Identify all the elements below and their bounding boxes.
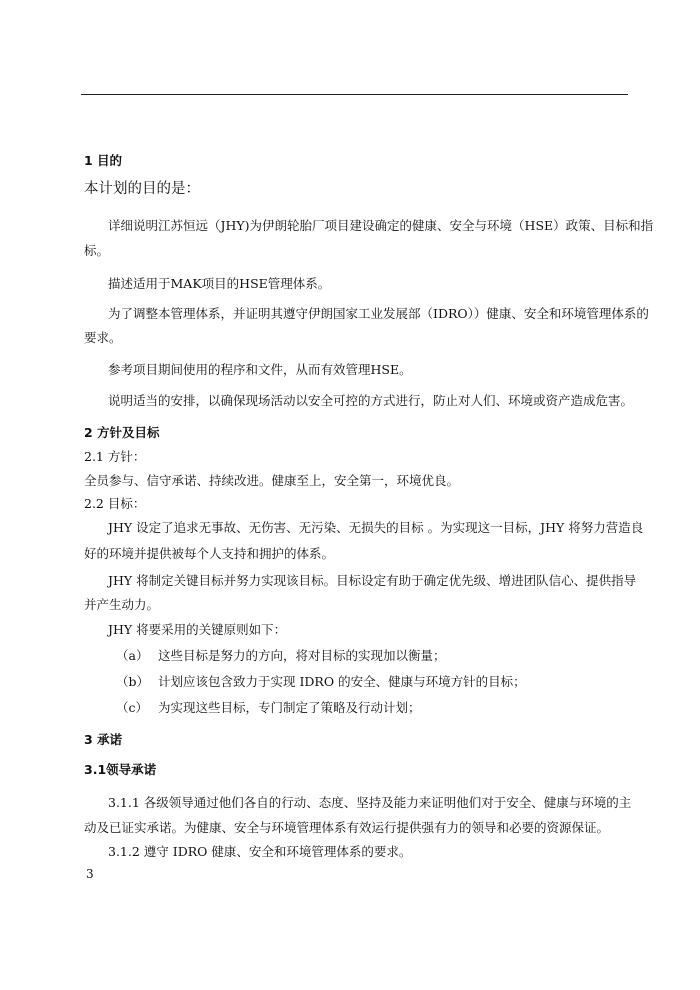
item-a-label: （a） — [116, 648, 149, 663]
item-c-text: 为实现这些目标，专门制定了策略及行动计划； — [158, 700, 421, 715]
goal-p2-line2: 并产生动力。 — [84, 597, 160, 612]
policy-label: 2.1 方针： — [84, 449, 146, 464]
commit-p1-line2: 动及已证实承诺。为健康、安全与环境管理体系有效运行提供强有力的领导和必要的资源保证。 — [84, 820, 610, 835]
section3-subheading: 3.1领导承诺 — [84, 762, 157, 777]
header-rule — [81, 94, 628, 95]
section1-p1-line2: 标。 — [84, 243, 110, 258]
page-number: 3 — [86, 867, 94, 881]
section1-p5: 说明适当的安排，以确保现场活动以安全可控的方式进行，防止对人们、环境或资产造成危害。 — [108, 393, 634, 408]
goal-p2-line1: JHY 将制定关键目标并努力实现该目标。目标设定有助于确定优先级、增进团队信心、提供指导 — [108, 573, 637, 588]
section2-heading: 2 方针及目标 — [84, 425, 160, 440]
goal-p1-line2: 好的环境并提供被每个人支持和拥护的体系。 — [84, 546, 335, 561]
section1-p4: 参考项目期间使用的程序和文件，从而有效管理HSE。 — [108, 362, 412, 377]
section1-p1-line1: 详细说明江苏恒远（JHY)为伊朗轮胎厂项目建设确定的健康、安全与环境（HSE）政策、目标和指 — [108, 218, 654, 233]
section3-heading: 3 承诺 — [84, 732, 123, 747]
section1-intro: 本计划的目的是： — [84, 181, 200, 197]
section1-p2: 描述适用于MAK项目的HSE管理体系。 — [108, 276, 331, 291]
commit-p2: 3.1.2 遵守 IDRO 健康、安全和环境管理体系的要求。 — [108, 844, 412, 859]
item-a-text: 这些目标是努力的方向，将对目标的实现加以衡量； — [158, 648, 446, 663]
policy-text: 全员参与、信守承诺、持续改进。健康至上，安全第一，环境优良。 — [84, 473, 460, 488]
item-b-text: 计划应该包含致力于实现 IDRO 的安全、健康与环境方针的目标； — [158, 674, 526, 689]
item-c-label: （c） — [116, 700, 149, 715]
goal-label: 2.2 目标： — [84, 496, 146, 511]
goal-p1-line1: JHY 设定了追求无事故、无伤害、无污染、无损失的目标 。为实现这一目标，JHY 将努力营造良 — [108, 520, 644, 535]
item-b-label: （b） — [116, 674, 150, 689]
section1-heading: 1 目的 — [84, 153, 123, 168]
section1-p3-line2: 要求。 — [84, 330, 122, 345]
goal-p3: JHY 将要采用的关键原则如下： — [108, 622, 287, 637]
commit-p1-line1: 3.1.1 各级领导通过他们各自的行动、态度、坚持及能力来证明他们对于安全、健康与环境的主 — [108, 795, 632, 810]
section1-p3-line1: 为了调整本管理体系，并证明其遵守伊朗国家工业发展部（IDRO））健康、安全和环境管理体系的 — [108, 306, 649, 321]
